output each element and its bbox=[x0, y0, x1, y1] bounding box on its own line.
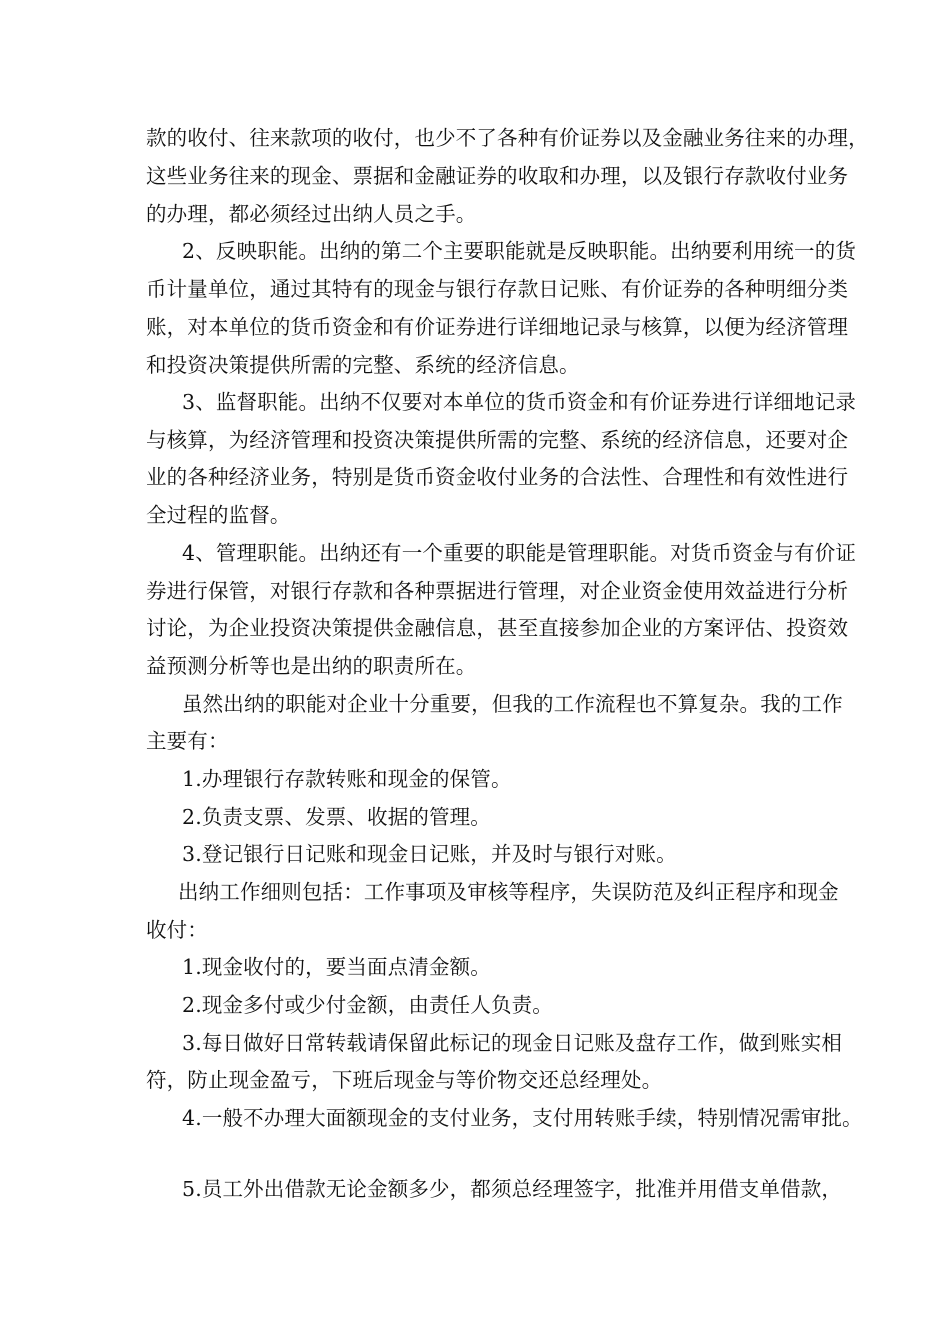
text-line: 虽然出纳的职能对企业十分重要，但我的工作流程也不算复杂。我的工作 bbox=[182, 692, 843, 716]
list-item: 1.现金收付的，要当面点清金额。 bbox=[182, 955, 491, 979]
text-line: 券进行保管，对银行存款和各种票据进行管理，对企业资金使用效益进行分析 bbox=[146, 579, 849, 603]
text-line: 主要有： bbox=[146, 729, 229, 753]
list-item: 4.一般不办理大面额现金的支付业务，支付用转账手续，特别情况需审批。 bbox=[182, 1106, 863, 1130]
list-item: 1.办理银行存款转账和现金的保管。 bbox=[182, 767, 512, 791]
text-line: 与核算，为经济管理和投资决策提供所需的完整、系统的经济信息，还要对企 bbox=[146, 428, 849, 452]
text-line: 业的各种经济业务，特别是货币资金收付业务的合法性、合理性和有效性进行 bbox=[146, 465, 849, 489]
text-line: 2、反映职能。出纳的第二个主要职能就是反映职能。出纳要利用统一的货 bbox=[182, 239, 856, 263]
text-line: 收付： bbox=[146, 918, 208, 942]
text-line: 益预测分析等也是出纳的职责所在。 bbox=[146, 654, 477, 678]
list-item: 3.每日做好日常转载请保留此标记的现金日记账及盘存工作，做到账实相 bbox=[182, 1031, 843, 1055]
text-line: 币计量单位，通过其特有的现金与银行存款日记账、有价证券的各种明细分类 bbox=[146, 277, 849, 301]
text-line: 讨论，为企业投资决策提供金融信息，甚至直接参加企业的方案评估、投资效 bbox=[146, 616, 849, 640]
list-item: 2.现金多付或少付金额，由责任人负责。 bbox=[182, 993, 553, 1017]
list-item: 5.员工外出借款无论金额多少，都须总经理签字，批准并用借支单借款， bbox=[182, 1177, 843, 1201]
text-line: 出纳工作细则包括：工作事项及审核等程序，失误防范及纠正程序和现金 bbox=[178, 880, 839, 904]
text-line: 的办理，都必须经过出纳人员之手。 bbox=[146, 202, 477, 226]
text-line: 4、管理职能。出纳还有一个重要的职能是管理职能。对货币资金与有价证 bbox=[182, 541, 856, 565]
text-line: 符，防止现金盈亏，下班后现金与等价物交还总经理处。 bbox=[146, 1068, 663, 1092]
list-item: 2.负责支票、发票、收据的管理。 bbox=[182, 805, 491, 829]
text-line: 款的收付、往来款项的收付，也少不了各种有价证券以及金融业务往来的办理， bbox=[146, 126, 869, 150]
text-line: 3、监督职能。出纳不仅要对本单位的货币资金和有价证券进行详细地记录 bbox=[182, 390, 856, 414]
text-line: 这些业务往来的现金、票据和金融证券的收取和办理，以及银行存款收付业务 bbox=[146, 164, 849, 188]
text-line: 账，对本单位的货币资金和有价证券进行详细地记录与核算，以便为经济管理 bbox=[146, 315, 849, 339]
list-item: 3.登记银行日记账和现金日记账，并及时与银行对账。 bbox=[182, 842, 677, 866]
text-line: 和投资决策提供所需的完整、系统的经济信息。 bbox=[146, 353, 580, 377]
text-line: 全过程的监督。 bbox=[146, 503, 291, 527]
